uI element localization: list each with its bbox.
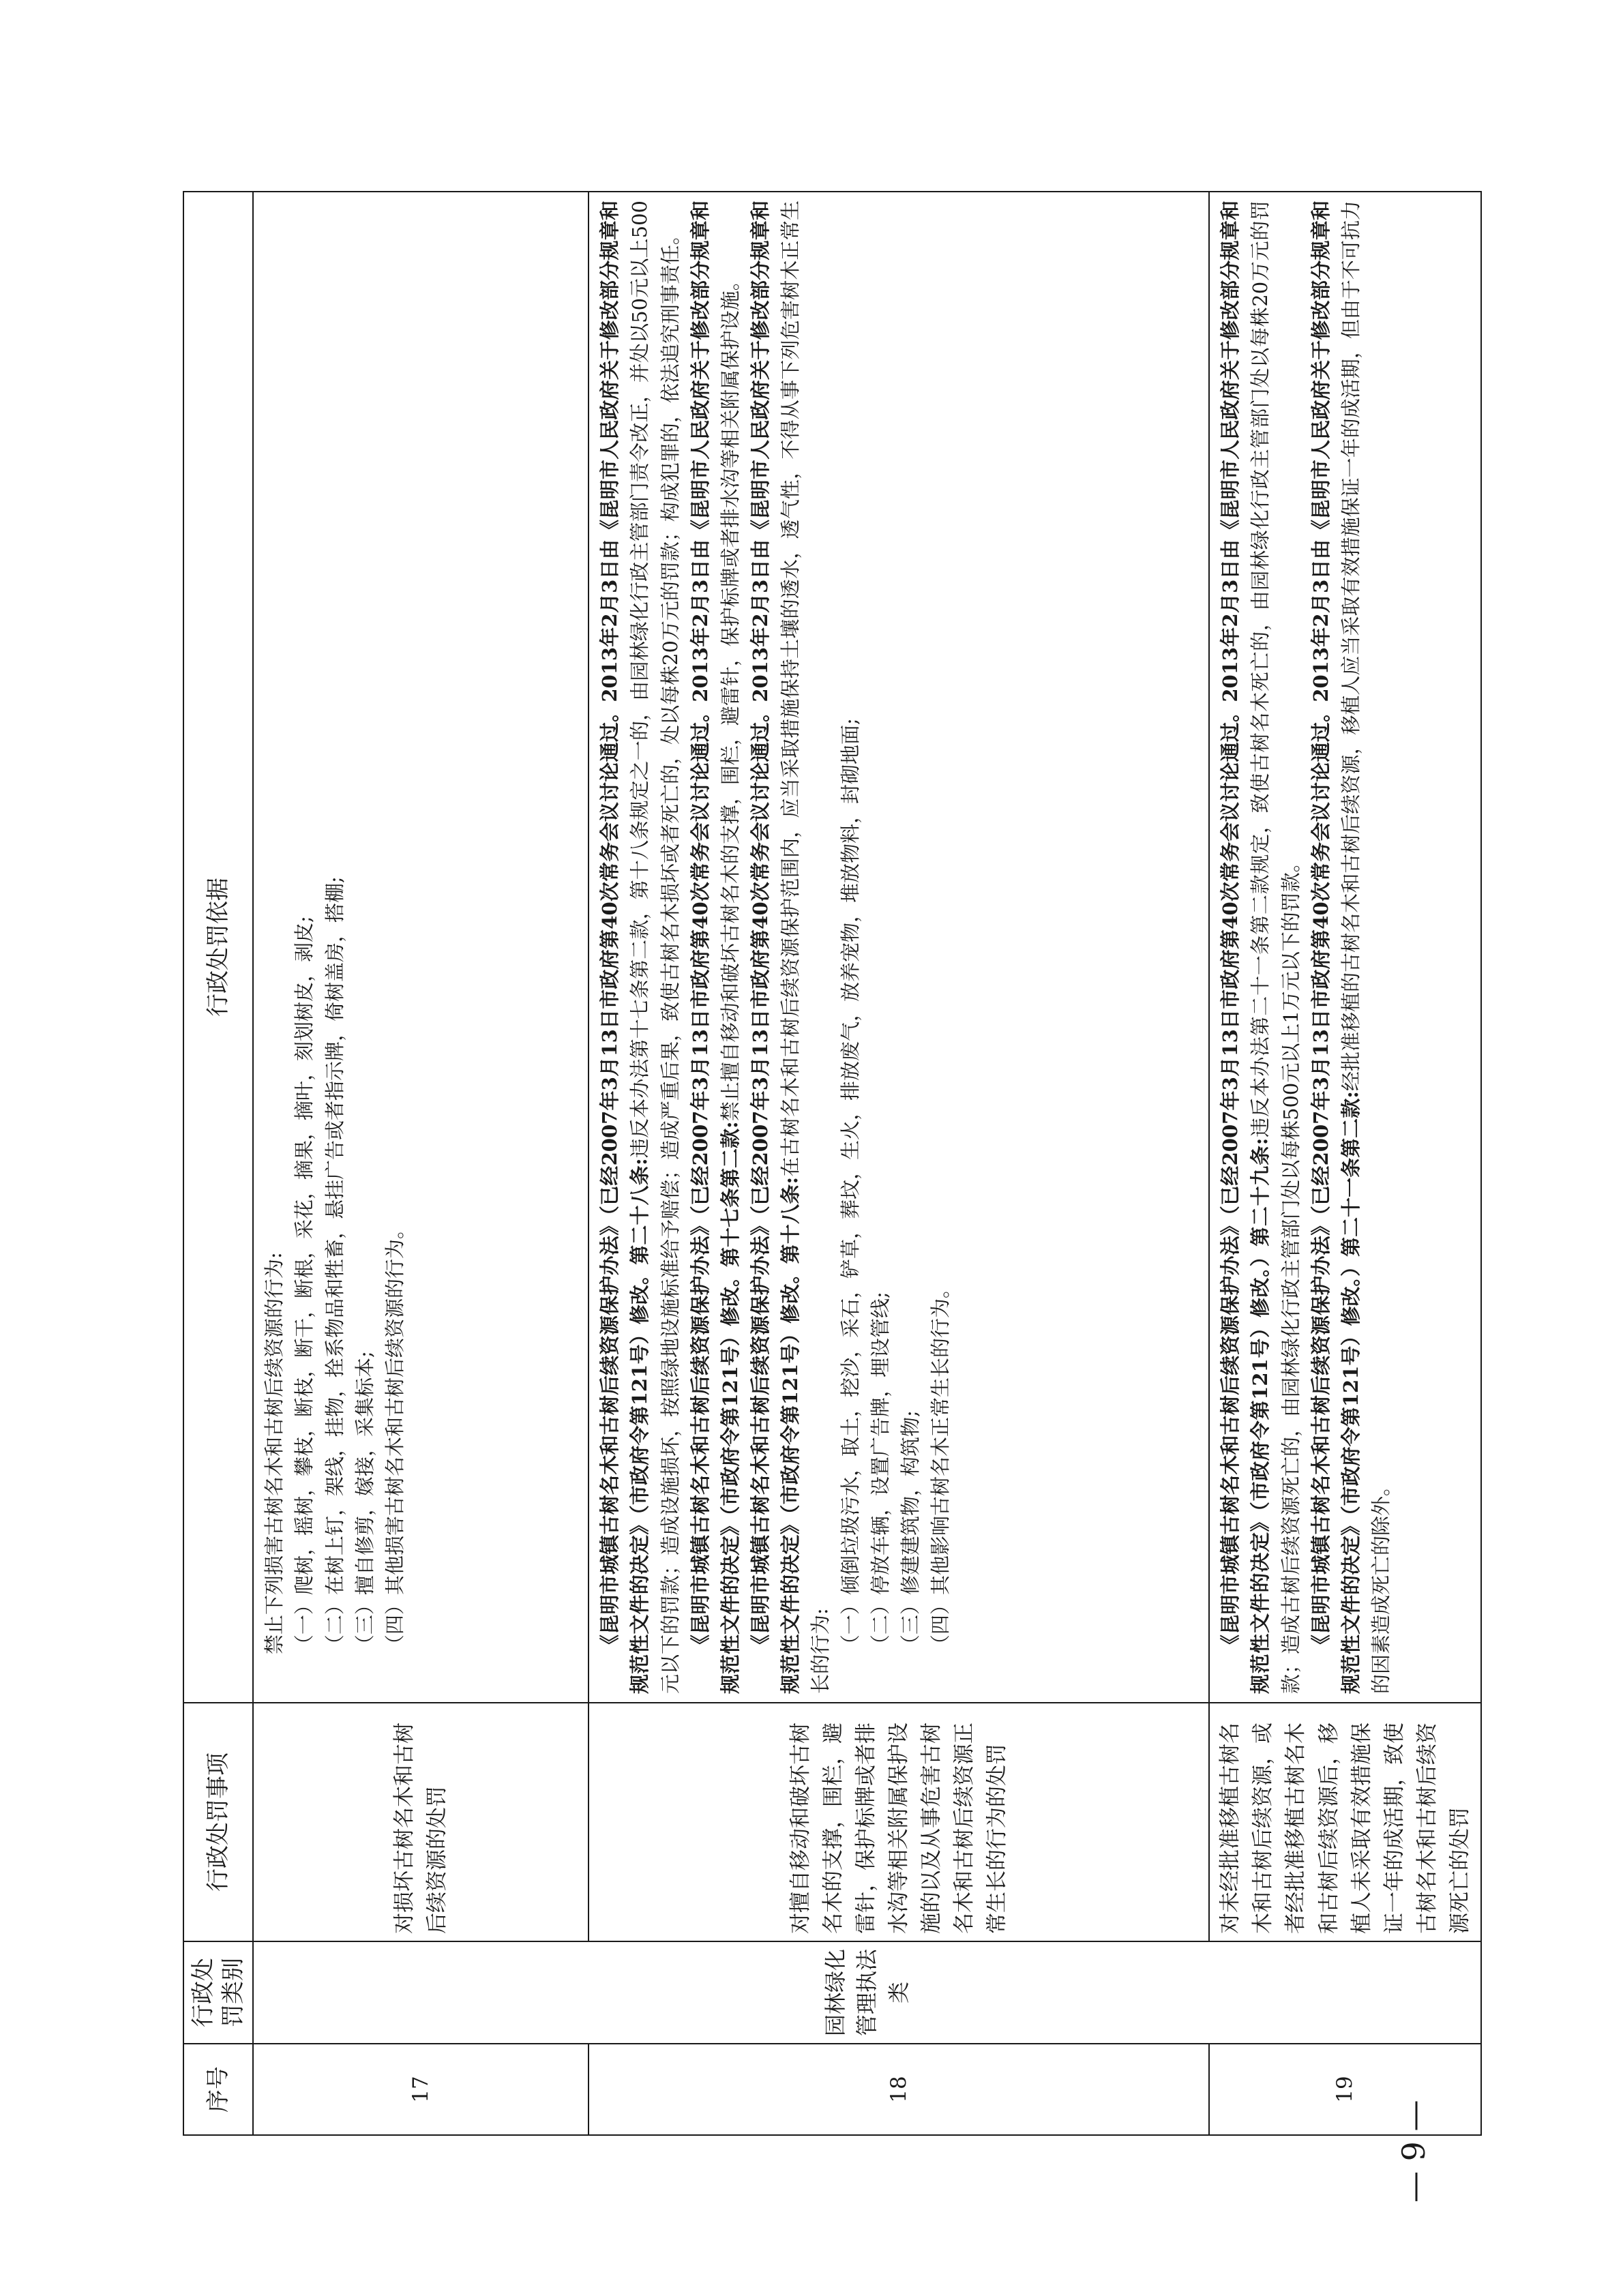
- basis-paragraph: [1215, 200, 1305, 1694]
- basis-clause: （一）倾倒垃圾污水，取土，挖沙，采石，铲草，葬坟，生火，排放废气，放养宠物，堆放物料，封砌地面;: [839, 718, 862, 1654]
- basis-clause: （三）擅自修剪，嫁接，采集标本;: [353, 1351, 376, 1654]
- basis-paragraph: [380, 200, 410, 1694]
- basis-text: [595, 200, 955, 1694]
- basis-paragraph: [1306, 200, 1396, 1694]
- basis-clause: 禁止擅自移动和破坏古树名木的支撑，围栏，避雷针，保护标牌或者排水沟等相关附属保护设施。: [718, 271, 742, 1122]
- table-row: [253, 192, 589, 2135]
- basis-clause: （二）在树上钉，架线，挂物，拴系物品和牲畜，悬挂广告或者指示牌，倚树盖房，搭棚;: [323, 876, 346, 1654]
- page-number: — 9 —: [1395, 2100, 1432, 2203]
- basis-clause: 违反本办法第十七条第二款，第十八条规定之一的，由园林绿化行政主管部门责令改正，并处以50元以上500元以下的罚款；造成设施损坏，按照绿地设施标准给予赔偿；造成严重后果，致使古树名木损坏或者死亡的，处以每株20万元的罚款；构成犯罪的，依法追究刑事责任。: [628, 200, 682, 1694]
- penalty-item: 对擅自移动和破坏古树名木的支撑，围栏，避雷针，保护标牌或者排水沟等相关附属保护设施的以及从事危害古树名木和古树后续资源正常生长的行为的处罚: [589, 1703, 1209, 1941]
- basis-clause: 违反本办法第二十一条第二款规定，致使古树名木死亡的，由园林绿化行政主管部门处以每株20万元的罚款；造成古树后续资源死亡的，由园林绿化行政主管部门处以每株500元以上1万元以下的罚款。: [1249, 200, 1302, 1694]
- administrative-penalty-table: [183, 191, 1482, 2136]
- penalty-basis: [589, 192, 1209, 1703]
- header-basis: 行政处罚依据: [183, 192, 253, 1703]
- header-no: 序号: [183, 2044, 253, 2135]
- basis-paragraph: [289, 200, 319, 1694]
- row-no: 18: [589, 2044, 1209, 2135]
- statute-citation: 《昆明市城镇古树名木和古树后续资源保护办法》（已经2007年3月13日市政府第40次常务会议讨论通过。2013年2月3日由《昆明市人民政府关于修改部分规章和规范性文件的决定》（市政府令第121号）修改。第十七条第二款:: [688, 200, 742, 1694]
- penalty-basis: [253, 192, 589, 1703]
- penalty-item: 对损坏古树名木和古树后续资源的处罚: [253, 1703, 589, 1941]
- header-item: 行政处罚事项: [183, 1703, 253, 1941]
- basis-paragraph: [925, 200, 955, 1694]
- statute-citation: 《昆明市城镇古树名木和古树后续资源保护办法》（已经2007年3月13日市政府第40次常务会议讨论通过。2013年2月3日由《昆明市人民政府关于修改部分规章和规范性文件的决定》（市政府令第121号）修改。）第二十九条:: [1219, 200, 1272, 1694]
- basis-clause: （三）修建建筑物，构筑物;: [899, 1410, 923, 1654]
- rotated-table-wrapper: [183, 191, 1472, 2136]
- basis-clause: 经批准移植的古树名木和古树后续资源，移植人应当采取有效措施保证一年的成活期，但由于不可抗力的因素造成死亡的除外。: [1339, 200, 1393, 1694]
- basis-paragraph: [685, 200, 745, 1694]
- basis-paragraph: [865, 200, 895, 1694]
- basis-clause: （一）爬树，摇树，攀枝，断枝，断干，断根，采花，摘果，摘叶，刻划树皮，剥皮;: [293, 916, 316, 1654]
- row-no: 17: [253, 2044, 589, 2135]
- basis-paragraph: [895, 200, 925, 1694]
- statute-citation: 《昆明市城镇古树名木和古树后续资源保护办法》（已经2007年3月13日市政府第40次常务会议讨论通过。2013年2月3日由《昆明市人民政府关于修改部分规章和规范性文件的决定》（市政府令第121号）修改。）第二十一条第二款:: [1309, 200, 1363, 1694]
- basis-clause: 在古树名木和古树后续资源保护范围内，应当采取措施保持土壤的透水，透气性，不得从事下列危害树木正常生长的行为:: [778, 200, 832, 1694]
- penalty-basis: [1209, 192, 1480, 1703]
- basis-paragraph: [745, 200, 835, 1694]
- basis-text: [259, 200, 409, 1694]
- table-header-row: [183, 192, 253, 2135]
- table-row: [1209, 192, 1480, 2135]
- basis-clause: （四）其他影响古树名木正常生长的行为。: [929, 1278, 953, 1654]
- basis-clause: （四）其他损害古树名木和古树后续资源的行为。: [383, 1219, 406, 1654]
- table-row: [589, 192, 1209, 2135]
- category-cell: 园林绿化管理执法类: [253, 1941, 1480, 2044]
- basis-paragraph: [320, 200, 350, 1694]
- statute-citation: 《昆明市城镇古树名木和古树后续资源保护办法》（已经2007年3月13日市政府第40次常务会议讨论通过。2013年2月3日由《昆明市人民政府关于修改部分规章和规范性文件的决定》（市政府令第121号）修改。第十八条:: [748, 200, 802, 1694]
- basis-clause: （二）停放车辆，设置广告牌，埋设管线;: [869, 1292, 893, 1654]
- basis-paragraph: [835, 200, 865, 1694]
- basis-paragraph: [595, 200, 685, 1694]
- header-category: 行政处罚类别: [183, 1941, 253, 2044]
- basis-text: [1215, 200, 1395, 1694]
- row-no: 19: [1209, 2044, 1480, 2135]
- statute-citation: 《昆明市城镇古树名木和古树后续资源保护办法》（已经2007年3月13日市政府第40次常务会议讨论通过。2013年2月3日由《昆明市人民政府关于修改部分规章和规范性文件的决定》（市政府令第121号）修改。第二十八条:: [598, 200, 652, 1694]
- penalty-item: 对未经批准移植古树名木和古树后续资源，或者经批准移植古树名木和古树后续资源后，移植人未采取有效措施保证一年的成活期，致使古树名木和古树后续资源死亡的处罚: [1209, 1703, 1480, 1941]
- basis-paragraph: [350, 200, 380, 1694]
- basis-clause: 禁止下列损害古树名木和古树后续资源的行为:: [263, 1252, 286, 1654]
- basis-paragraph: [259, 200, 289, 1694]
